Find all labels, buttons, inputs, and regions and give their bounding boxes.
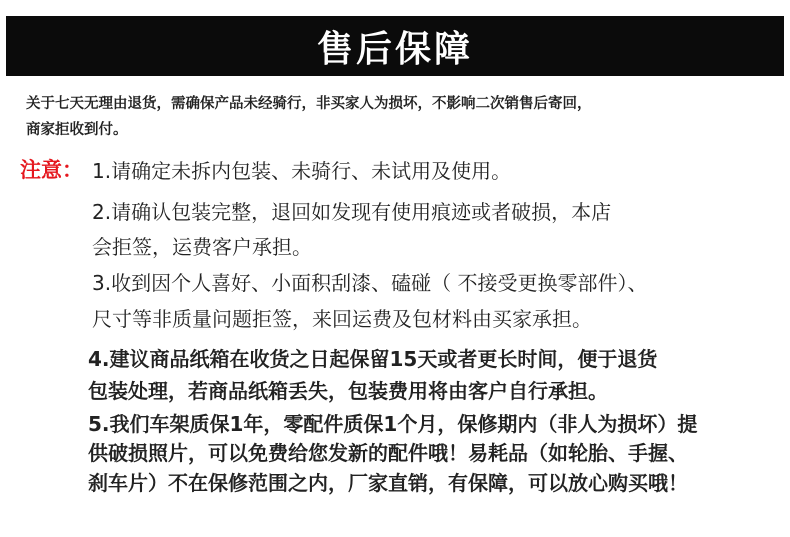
notice-line-8: 5.我们车架质保1年，零配件质保1个月，保修期内（非人为损坏）提 — [88, 412, 698, 436]
notice-line-10: 刹车片）不在保修范围之内，厂家直销，有保障，可以放心购买哦！ — [88, 471, 688, 495]
notice-line-7: 包装处理，若商品纸箱丢失，包装费用将由客户自行承担。 — [88, 379, 608, 403]
intro-line-1: 关于七天无理由退货，需确保产品未经骑行，非买家人为损坏，不影响二次销售后寄回， — [26, 96, 592, 112]
notice-label: 注意： — [20, 158, 83, 182]
title-banner — [6, 16, 784, 76]
notice-line-1: 1.请确定未拆内包装、未骑行、未试用及使用。 — [92, 159, 512, 183]
notice-line-5: 尺寸等非质量问题拒签，来回运费及包材料由买家承担。 — [92, 307, 592, 331]
notice-line-4: 3.收到因个人喜好、小面积刮漆、磕碰（ 不接受更换零部件）、 — [92, 271, 648, 295]
intro-line-2: 商家拒收到付。 — [26, 122, 128, 138]
notice-line-9: 供破损照片，可以免费给您发新的配件哦！易耗品（如轮胎、手握、 — [88, 441, 688, 465]
notice-line-3: 会拒签，运费客户承担。 — [92, 235, 312, 259]
notice-line-6: 4.建议商品纸箱在收货之日起保留15天或者更长时间，便于退货 — [88, 347, 658, 371]
notice-line-2: 2.请确认包装完整，退回如发现有使用痕迹或者破损，本店 — [92, 200, 612, 224]
page-title: 售后保障 — [316, 28, 473, 70]
